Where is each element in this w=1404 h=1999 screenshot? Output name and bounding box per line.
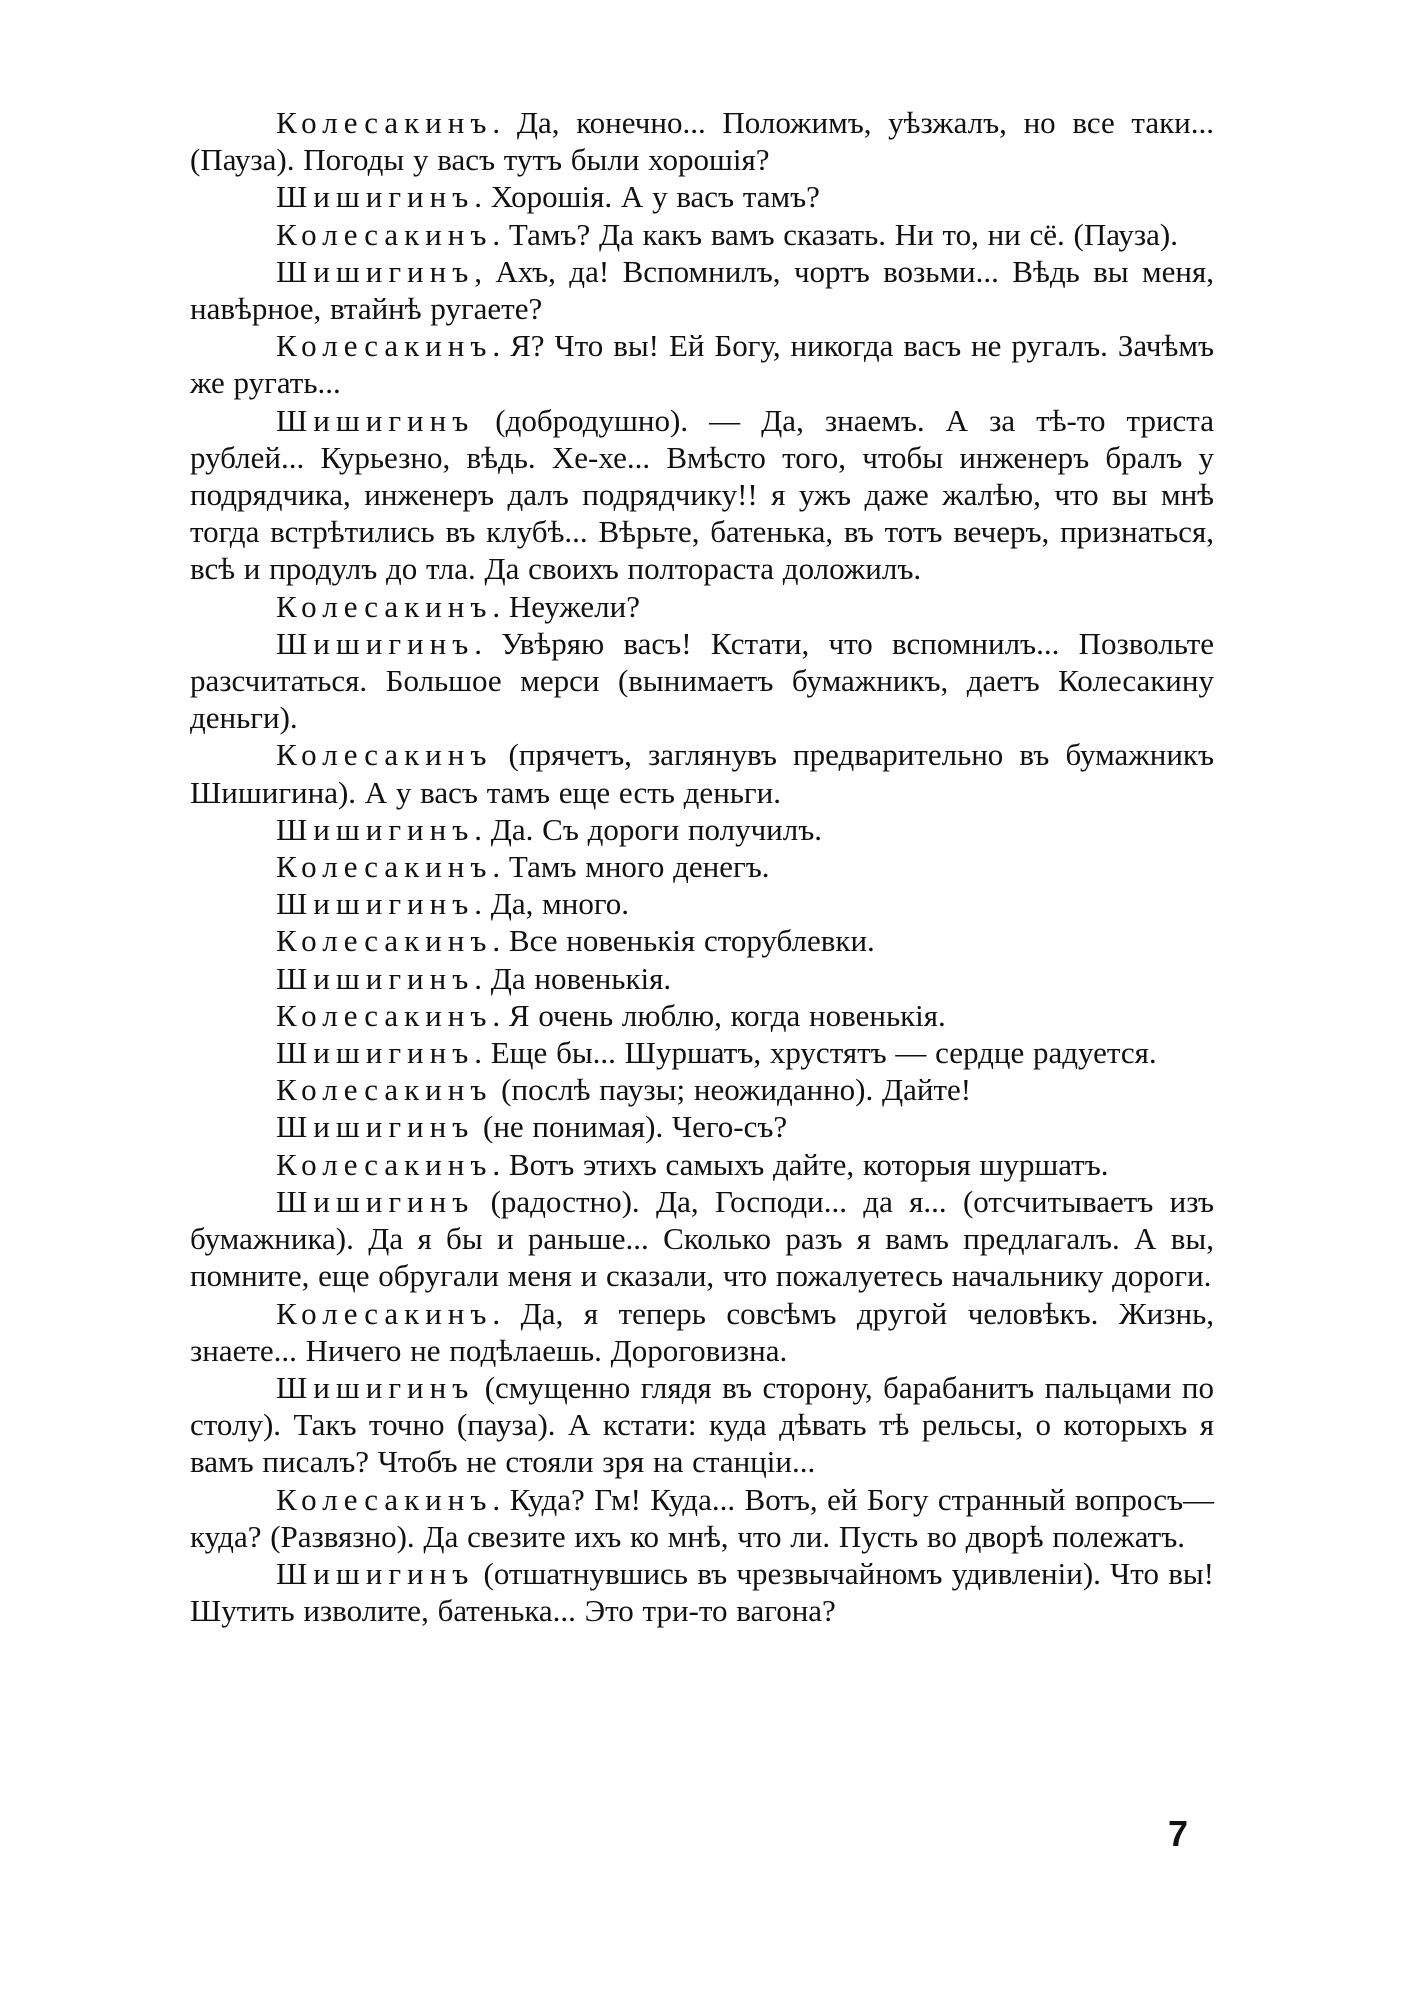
dialogue-text: . Я очень люблю, когда новенькія. xyxy=(492,997,946,1033)
speaker-name: Колесакинъ xyxy=(276,588,493,624)
dialogue-paragraph xyxy=(190,1034,1214,1071)
dialogue-paragraph xyxy=(190,997,1214,1034)
speaker-name: Шишигинъ xyxy=(276,960,475,996)
speaker-name: Колесакинъ xyxy=(276,216,493,252)
speaker-name: Колесакинъ xyxy=(276,1072,493,1108)
dialogue-text: . Неужели? xyxy=(492,588,640,624)
dialogue-paragraph xyxy=(190,960,1214,997)
dialogue-paragraph xyxy=(190,811,1214,848)
dialogue-text: . Хорошія. А у васъ тамъ? xyxy=(474,179,820,215)
dialogue-text: . Куда? Гм! Куда... Вотъ, ей Богу странный вопросъ—куда? (Развязно). Да свезите ихъ ко мнѣ, что ли. Пусть во дворѣ полежатъ. xyxy=(190,1481,1214,1554)
speaker-name: Шишигинъ xyxy=(276,886,475,922)
speaker-name: Шишигинъ xyxy=(276,179,475,215)
dialogue-text: . Все новенькія сторублевки. xyxy=(492,923,875,959)
dialogue-paragraph xyxy=(190,848,1214,885)
dialogue-text: (не понимая). Чего-съ? xyxy=(474,1109,788,1145)
dialogue-text: (добродушно). — Да, знаемъ. А за тѣ-то триста рублей... Курьезно, вѣдь. Хе-хе... Вмѣсто того, чтобы инженеръ бралъ у подрядчика, инженеръ далъ подрядчику!! я ужъ даже жалѣю, что вы мнѣ тогда встрѣтились въ клубѣ... Вѣрьте, батенька, въ тотъ вечеръ, признаться, всѣ и продулъ до тла. Да своихъ полтораста доложилъ. xyxy=(190,402,1214,587)
speaker-name: Колесакинъ xyxy=(276,997,493,1033)
dialogue-paragraph xyxy=(190,178,1214,215)
dialogue-text: (смущенно глядя въ сторону, барабанитъ пальцами по столу). Такъ точно (пауза). А кстати: куда дѣвать тѣ рельсы, о которыхъ я вамъ писалъ? Чтобъ не стояли зря на станціи... xyxy=(190,1369,1214,1480)
speaker-name: Шишигинъ xyxy=(276,1555,475,1591)
dialogue-paragraph xyxy=(190,402,1214,588)
dialogue-paragraph xyxy=(190,922,1214,959)
speaker-name: Шишигинъ xyxy=(276,402,475,438)
dialogue-text: . Увѣряю васъ! Кстати, что вспомнилъ... Позвольте разсчитаться. Большое мерси (вынимаетъ бумажникъ, даетъ Колесакину деньги). xyxy=(190,625,1214,736)
dialogue-paragraph xyxy=(190,1555,1214,1629)
speaker-name: Шишигинъ xyxy=(276,1183,475,1219)
dialogue-paragraph xyxy=(190,1108,1214,1145)
dialogue-paragraph xyxy=(190,253,1214,327)
speaker-name: Колесакинъ xyxy=(276,328,493,364)
dialogue-paragraph xyxy=(190,1146,1214,1183)
dialogue-text: . Да. Съ дороги получилъ. xyxy=(474,811,823,847)
dialogue-text: (прячетъ, заглянувъ предварительно въ бумажникъ Шишигина). А у васъ тамъ еще есть деньги. xyxy=(190,737,1214,810)
dialogue-paragraph xyxy=(190,1071,1214,1108)
speaker-name: Шишигинъ xyxy=(276,811,475,847)
dialogue-paragraph xyxy=(190,1183,1214,1295)
dialogue-paragraph xyxy=(190,736,1214,810)
dialogue-paragraph xyxy=(190,1481,1214,1555)
dialogue-paragraph xyxy=(190,885,1214,922)
speaker-name: Шишигинъ xyxy=(276,1109,475,1145)
dialogue-paragraph xyxy=(190,104,1214,178)
dialogue-text: (послѣ паузы; неожиданно). Дайте! xyxy=(492,1072,972,1108)
speaker-name: Колесакинъ xyxy=(276,849,493,885)
dialogue-text: . Тамъ? Да какъ вамъ сказать. Ни то, ни сё. (Пауза). xyxy=(492,216,1179,252)
dialogue-paragraph xyxy=(190,1369,1214,1481)
dialogue-text: . Я? Что вы! Ей Богу, никогда васъ не ругалъ. Зачѣмъ же ругать... xyxy=(190,328,1214,401)
dialogue-paragraph xyxy=(190,588,1214,625)
dialogue-text: (радостно). Да, Господи... да я... (отсчитываетъ изъ бумажника). Да я бы и раньше... Сколько разъ я вамъ предлагалъ. А вы, помните, еще обругали меня и сказали, что пожалуетесь начальнику дороги. xyxy=(190,1183,1214,1294)
speaker-name: Колесакинъ xyxy=(276,923,493,959)
dialogue-text: . Вотъ этихъ самыхъ дайте, которыя шуршатъ. xyxy=(492,1146,1109,1182)
speaker-name: Колесакинъ xyxy=(276,1481,493,1517)
dialogue-text: (отшатнувшись въ чрезвычайномъ удивленіи). Что вы! Шутить изволите, батенька... Это три-то вагона? xyxy=(190,1555,1214,1629)
speaker-name: Колесакинъ xyxy=(276,1146,493,1182)
dialogue-text: . Да, я теперь совсѣмъ другой человѣкъ. Жизнь, знаете... Ничего не подѣлаешь. Дороговизна. xyxy=(190,1295,1214,1368)
speaker-name: Колесакинъ xyxy=(276,1295,493,1331)
speaker-name: Шишигинъ xyxy=(276,1035,475,1071)
speaker-name: Колесакинъ xyxy=(276,105,493,140)
speaker-name: Шишигинъ xyxy=(276,253,475,289)
dialogue-text: . Тамъ много денегъ. xyxy=(492,849,770,885)
speaker-name: Шишигинъ xyxy=(276,625,475,661)
speaker-name: Шишигинъ xyxy=(276,1369,475,1405)
speaker-name: Колесакинъ xyxy=(276,737,493,773)
dialogue-paragraph xyxy=(190,1295,1214,1369)
dialogue-paragraph xyxy=(190,327,1214,401)
page-number: 7 xyxy=(1168,1813,1189,1854)
dialogue-text: . Еще бы... Шуршатъ, хрустятъ — сердце радуется. xyxy=(474,1035,1157,1071)
dialogue-text: , Ахъ, да! Вспомнилъ, чортъ возьми... Вѣдь вы меня, навѣрное, втайнѣ ругаете? xyxy=(190,253,1214,327)
dialogue-text: . Да новенькія. xyxy=(474,960,672,996)
dialogue-paragraph xyxy=(190,216,1214,253)
dialogue-text: . Да, конечно... Положимъ, уѣзжалъ, но все таки... (Пауза). Погоды у васъ тутъ были хорошія? xyxy=(190,105,1214,178)
dialogue-text: . Да, много. xyxy=(474,886,630,922)
page-body xyxy=(190,104,1214,1629)
dialogue-paragraph xyxy=(190,625,1214,737)
